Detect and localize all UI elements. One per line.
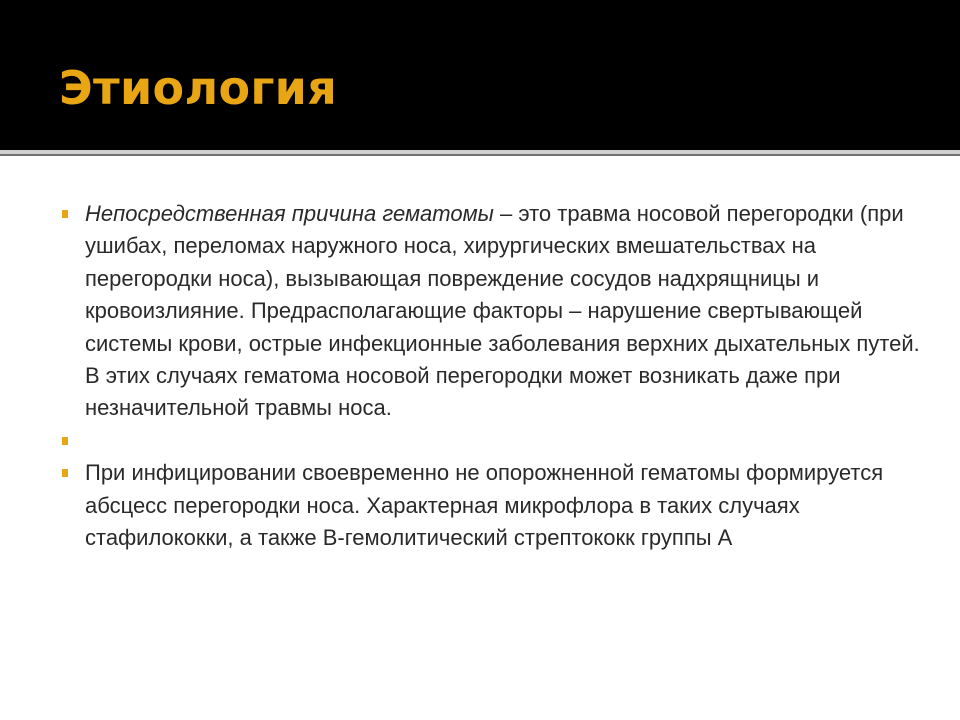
header-divider-dark [0, 154, 960, 156]
bullet-item [62, 198, 922, 425]
bullet-item [62, 457, 922, 554]
bullet-text [85, 425, 922, 457]
slide-header [0, 0, 960, 150]
bullet-text: При инфицировании своевременно не опорожненной гематомы формируется абсцесс перегородки носа. Характерная микрофлора в таких случаях стафилококки, а также В-гемолитический стрептококк группы А [85, 460, 884, 551]
square-bullet-icon [62, 469, 68, 477]
bullet-list [62, 198, 922, 554]
bullet-text [85, 198, 922, 425]
bullet-body: – это травма носовой перегородки (при ушибах, переломах наружного носа, хирургических вмешательствах на перегородки носа), вызывающая повреждение сосудов надхрящницы и кровоизлияние. Предрасполагающие факторы – нарушение свертывающей системы крови, острые инфекционные заболевания верхних дыхательных путей. В этих случаях гематома носовой перегородки может возникать даже при незначительной травмы носа. [85, 201, 920, 421]
square-bullet-icon [62, 210, 68, 218]
square-bullet-icon [62, 437, 68, 445]
slide-title: Этиология [59, 61, 338, 115]
bullet-lead-italic: Непосредственная причина гематомы [85, 201, 494, 226]
bullet-item-empty [62, 425, 922, 457]
